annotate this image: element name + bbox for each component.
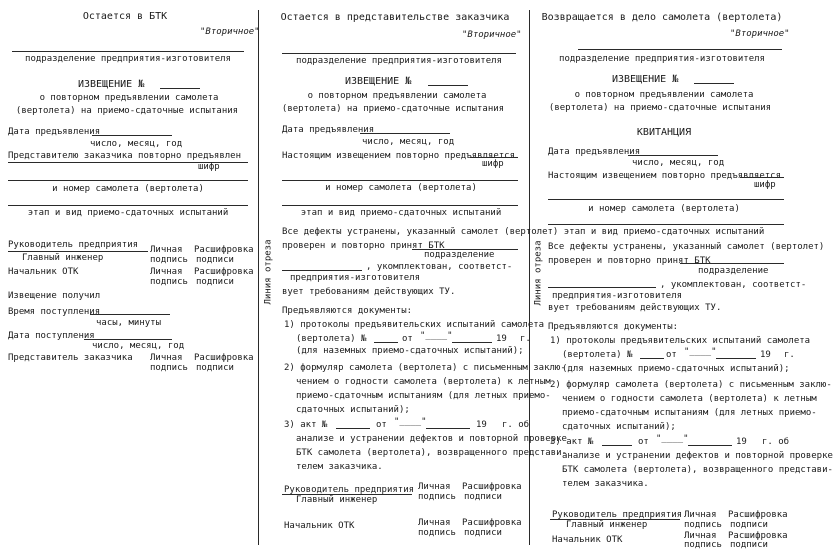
left-subtitle1: о повторном предъявлении самолета — [39, 93, 219, 103]
right-item3-line1: 3) акт № — [550, 437, 594, 447]
right-otk-head: Начальник ОТК — [552, 535, 623, 545]
middle-heading: Остается в представительстве заказчика — [280, 12, 510, 23]
right-head: Руководитель предприятия — [552, 510, 683, 520]
left-cipher: шифр — [198, 162, 220, 172]
right-date-hint: число, месяц, год — [632, 158, 725, 168]
right-item1-line1: 1) протоколы предъявительских испытаний самолета — [550, 336, 811, 346]
middle-item1-line1: 1) протоколы предъявительских испытаний самолета — [284, 320, 545, 330]
left-secondary: "Вторичное" — [200, 27, 260, 37]
left-time-hint: часы, минуты — [96, 318, 162, 328]
right-secondary: "Вторичное" — [730, 29, 790, 39]
middle-plane-number: и номер самолета (вертолета) — [325, 183, 477, 193]
left-received: Извещение получил — [8, 291, 101, 301]
right-stage: этап и вид приемо-сдаточных испытаний — [563, 227, 765, 237]
middle-defects1: Все дефекты устранены, указанный самолет (вертолет) — [282, 227, 559, 237]
left-otk-head: Начальник ОТК — [8, 267, 79, 277]
right-subtitle2: (вертолета) на приемо-сдаточные испытания — [548, 103, 772, 113]
right-receipt-title: КВИТАНЦИЯ — [636, 127, 692, 138]
left-heading: Остается в БТК — [82, 11, 168, 22]
middle-defects2: проверен и повторно принят БТК — [282, 241, 445, 251]
right-defects1: Все дефекты устранены, указанный самолет (вертолет) — [548, 242, 825, 252]
left-date-label: Дата предъявления — [8, 127, 101, 137]
middle-date-label: Дата предъявления — [282, 125, 375, 135]
cut-line-left — [258, 10, 259, 545]
right-subdivision: подразделение — [698, 266, 769, 276]
middle-item3-line1: 3) акт № — [284, 420, 328, 430]
right-chief-engineer: Главный инженер — [566, 520, 648, 530]
left-customer-rep: Представитель заказчика — [8, 353, 133, 363]
left-enterprise: подразделение предприятия-изготовителя — [25, 54, 231, 64]
left-head: Руководитель предприятия — [8, 240, 139, 250]
middle-enterprise: подразделение предприятия-изготовителя — [296, 56, 502, 66]
cut-label-left: Линия отреза — [263, 239, 274, 305]
right-defects2: проверен и повторно принят БТК — [548, 256, 711, 266]
right-notice-title: ИЗВЕЩЕНИЕ № — [612, 74, 679, 85]
middle-hereby: Настоящим извещением повторно предъявляется — [282, 151, 515, 161]
left-notice-title: ИЗВЕЩЕНИЕ № — [78, 79, 145, 90]
right-item2-line1: 2) формуляр самолета (вертолета) с письменным заклю- — [550, 380, 832, 390]
right-plane-number: и номер самолета (вертолета) — [588, 204, 740, 214]
middle-item2-line1: 2) формуляр самолета (вертолета) с письменным заклю- — [284, 363, 566, 373]
right-equipped: , укомплектован, соответст- — [660, 280, 807, 290]
middle-docs: Предъявляются документы: — [282, 306, 413, 316]
right-hereby: Настоящим извещением повторно предъявляется — [548, 171, 781, 181]
right-docs: Предъявляются документы: — [548, 322, 679, 332]
middle-notice-title: ИЗВЕЩЕНИЕ № — [345, 76, 412, 87]
right-complies: вует требованиям действующих ТУ. — [548, 303, 722, 313]
right-enterprise2: предприятия-изготовителя — [552, 291, 683, 301]
middle-subtitle1: о повторном предъявлении самолета — [307, 91, 487, 101]
left-stage: этап и вид приемо-сдаточных испытаний — [27, 208, 229, 218]
left-subtitle2: (вертолета) на приемо-сдаточные испытания — [15, 106, 239, 116]
middle-otk-head: Начальник ОТК — [284, 521, 355, 531]
right-cipher: шифр — [754, 180, 776, 190]
middle-secondary: "Вторичное" — [462, 30, 522, 40]
middle-chief-engineer: Главный инженер — [296, 495, 378, 505]
middle-cipher: шифр — [482, 159, 504, 169]
cut-label-right: Линия отреза — [533, 240, 544, 306]
left-date-hint: число, месяц, год — [90, 139, 183, 149]
right-date-label: Дата предъявления — [548, 147, 641, 157]
middle-subdivision: подразделение — [424, 250, 495, 260]
left-plane-number: и номер самолета (вертолета) — [52, 184, 204, 194]
left-arrival-hint: число, месяц, год — [92, 341, 185, 351]
middle-date-hint: число, месяц, год — [362, 137, 455, 147]
middle-head: Руководитель предприятия — [284, 485, 415, 495]
left-time-label: Время поступления — [8, 307, 101, 317]
middle-stage: этап и вид приемо-сдаточных испытаний — [300, 208, 502, 218]
middle-enterprise2: предприятия-изготовителя — [290, 273, 421, 283]
right-enterprise: подразделение предприятия-изготовителя — [559, 54, 765, 64]
middle-complies: вует требованиям действующих ТУ. — [282, 287, 456, 297]
cut-line-right — [529, 10, 530, 545]
left-chief-engineer: Главный инженер — [22, 253, 104, 263]
middle-subtitle2: (вертолета) на приемо-сдаточные испытания — [281, 104, 505, 114]
middle-equipped: , укомплектован, соответст- — [366, 262, 513, 272]
left-presented-by: Представителю заказчика повторно предъявлен — [8, 151, 241, 161]
right-subtitle1: о повторном предъявлении самолета — [574, 90, 754, 100]
left-arrival-date: Дата поступления — [8, 331, 95, 341]
right-heading: Возвращается в дело самолета (вертолета) — [541, 12, 783, 23]
